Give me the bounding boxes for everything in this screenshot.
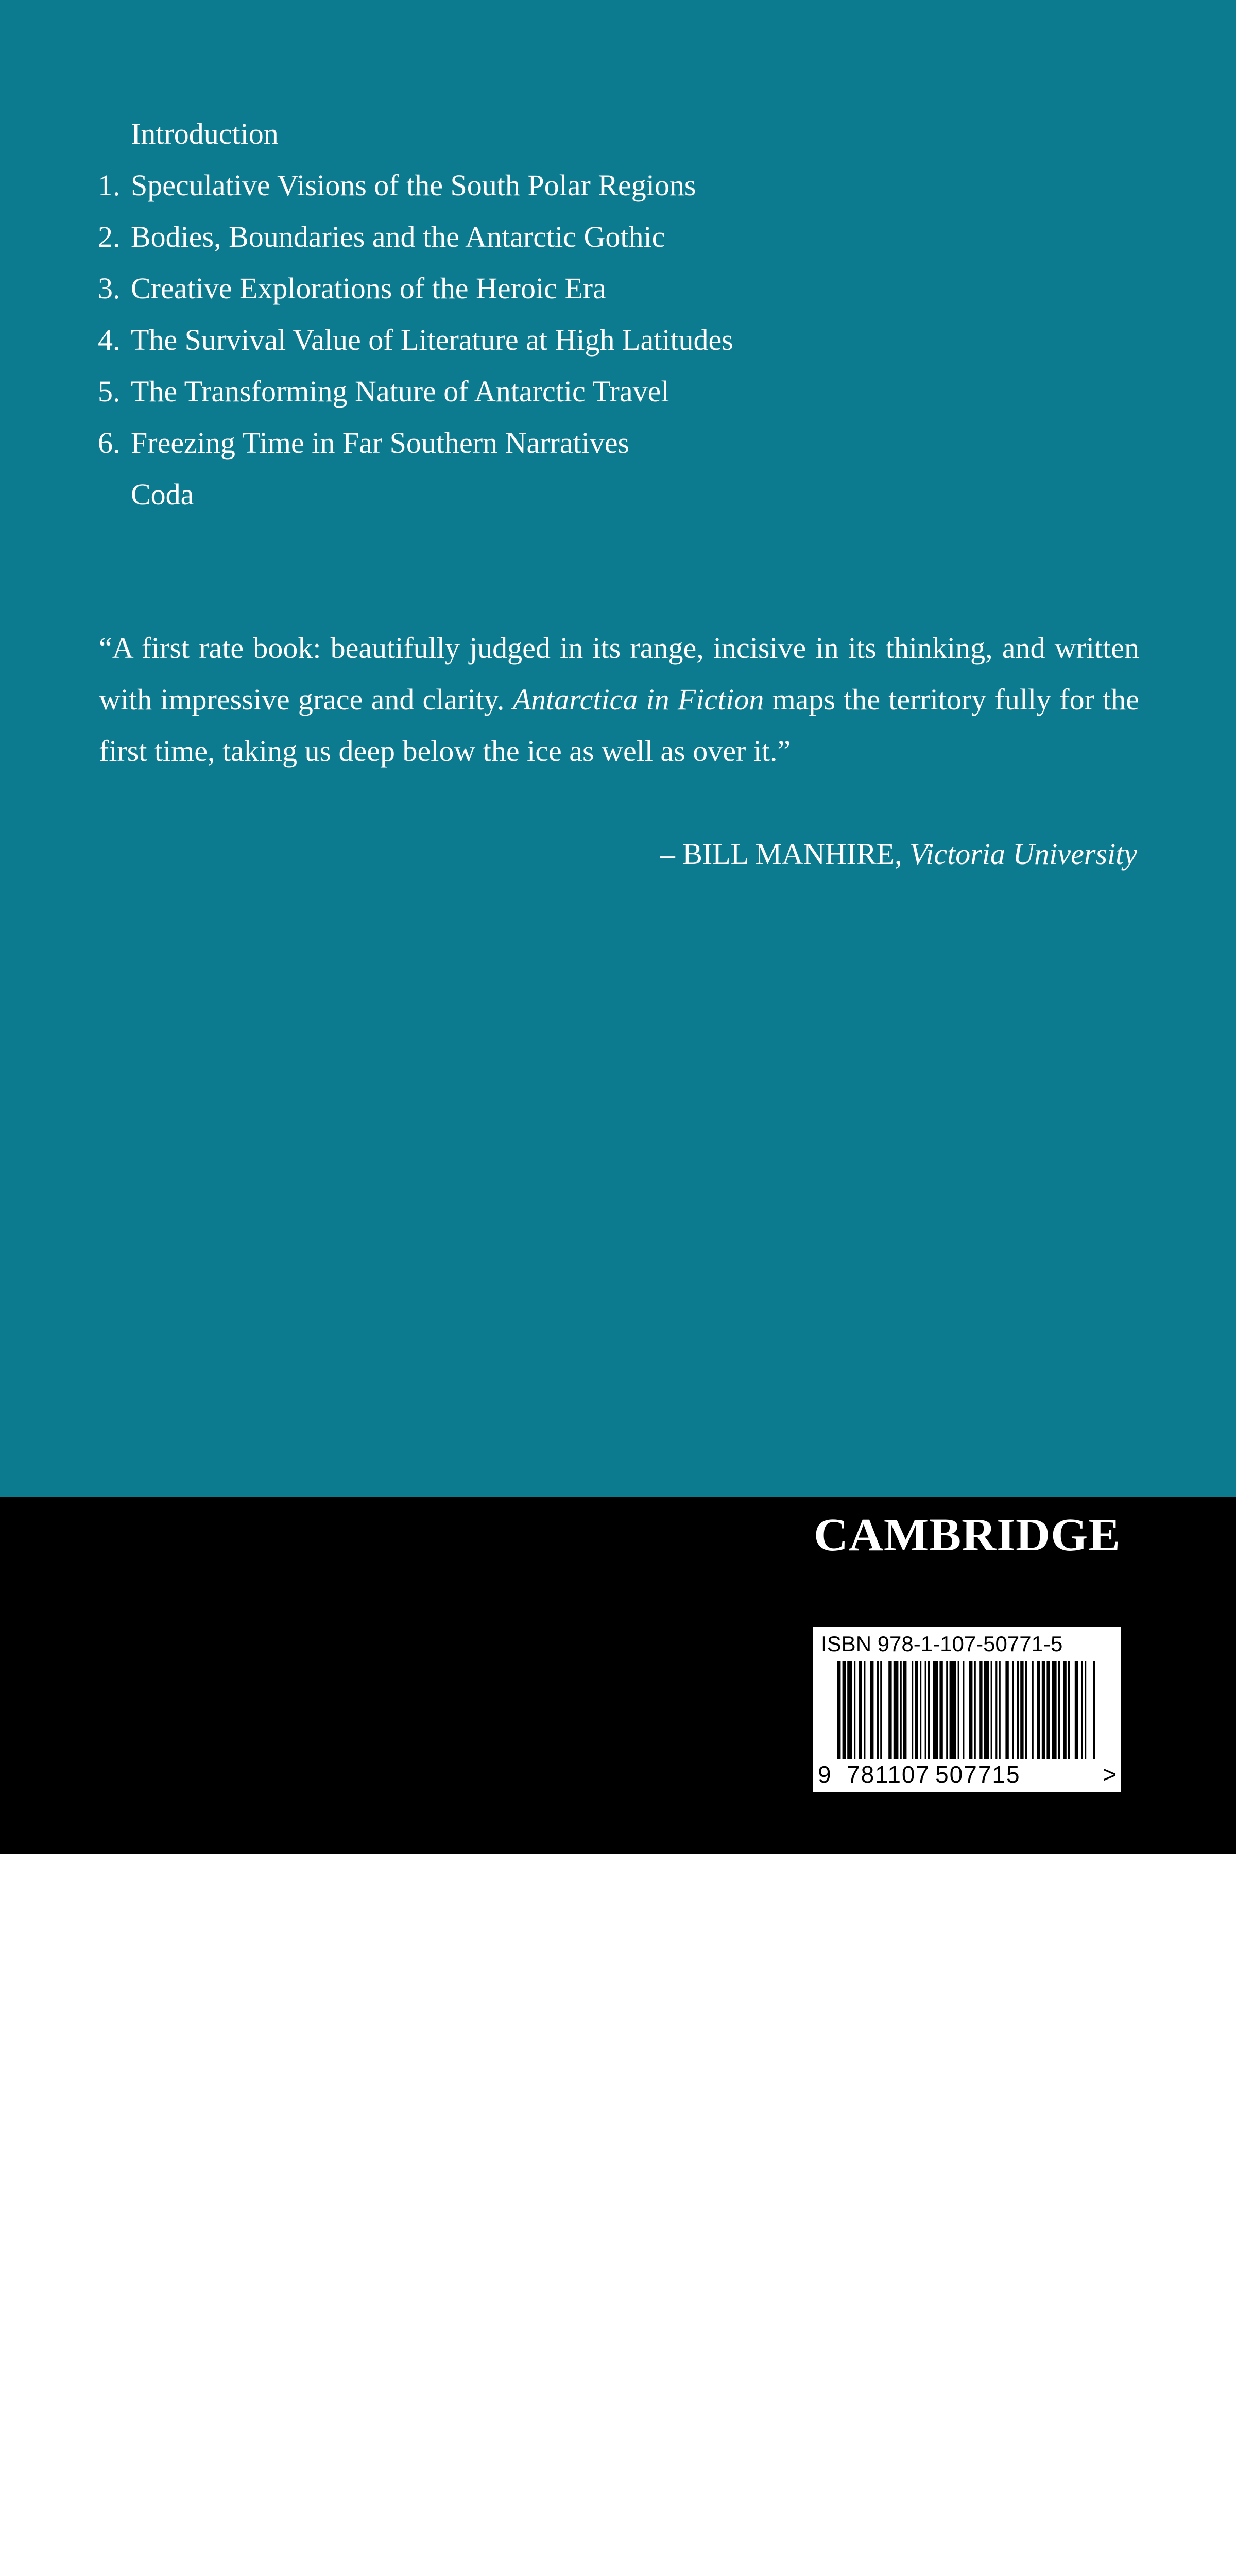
toc-item-title: Creative Explorations of the Heroic Era: [131, 272, 606, 305]
barcode-bar: [1005, 1661, 1008, 1759]
toc-item-number: 4.: [98, 323, 121, 357]
toc-item-introduction: [98, 108, 733, 160]
barcode-digits: [818, 1760, 1117, 1789]
barcode-bar: [925, 1661, 926, 1759]
barcode-bar: [1052, 1661, 1057, 1759]
barcode-bar: [900, 1661, 902, 1759]
barcode-bar: [877, 1661, 879, 1759]
barcode-digit-first: 9: [818, 1761, 831, 1788]
toc-item-number: 2.: [98, 220, 121, 253]
barcode-bar: [854, 1661, 855, 1759]
barcode-bar: [1093, 1661, 1095, 1759]
barcode-bar: [894, 1661, 899, 1759]
barcode-bar: [1037, 1661, 1040, 1759]
barcode-bar: [969, 1661, 972, 1759]
publisher-website: www.cambridge.org: [817, 1591, 1013, 1614]
barcode-bar: [859, 1661, 862, 1759]
barcode-bar: [1075, 1661, 1078, 1759]
toc-item-chapter-1: [98, 160, 733, 211]
isbn-number: ISBN 978-1-107-50771-5: [821, 1632, 1063, 1656]
publisher-logo-wordmark: [814, 1507, 1123, 1558]
quote-book-title: Antarctica in Fiction: [512, 683, 764, 716]
toc-item-number: 6.: [98, 426, 121, 460]
toc-item-chapter-4: [98, 314, 733, 366]
attribution-name: – BILL MANHIRE,: [660, 837, 910, 871]
barcode-bar: [933, 1661, 938, 1759]
toc-item-number: 1.: [98, 168, 121, 202]
barcode-bar: [1046, 1661, 1050, 1759]
barcode-bar: [915, 1661, 918, 1759]
barcode-bar: [1068, 1661, 1070, 1759]
barcode-bar: [1063, 1661, 1066, 1759]
barcode-bar: [837, 1661, 840, 1759]
barcode-bar: [1082, 1661, 1083, 1759]
barcode-bar: [928, 1661, 930, 1759]
barcode-bar: [958, 1661, 959, 1759]
barcode-bar: [847, 1661, 852, 1759]
toc-item-coda: [98, 469, 733, 520]
barcode-bar: [864, 1661, 865, 1759]
barcode-bar: [1025, 1661, 1027, 1759]
toc-item-title: Freezing Time in Far Southern Narratives: [131, 426, 630, 460]
barcode-bar: [903, 1661, 906, 1759]
barcode-bar: [950, 1661, 956, 1759]
toc-item-title: The Survival Value of Literature at High Latitudes: [131, 323, 733, 357]
publisher-logo-text: CAMBRIDGE: [814, 1510, 1121, 1558]
barcode-bar: [920, 1661, 921, 1759]
barcode-bar: [888, 1661, 891, 1759]
table-of-contents: [98, 108, 733, 520]
quote-attribution: [660, 828, 1137, 880]
barcode-bar: [995, 1661, 997, 1759]
toc-item-chapter-5: [98, 366, 733, 417]
publisher-logo-subtitle: UNIVERSITY PRESS: [816, 1556, 1088, 1585]
toc-item-title: The Transforming Nature of Antarctic Travel: [131, 375, 670, 408]
barcode-bar: [939, 1661, 942, 1759]
toc-item-title: Speculative Visions of the South Polar Regions: [131, 168, 696, 202]
barcode-bar: [1017, 1661, 1019, 1759]
toc-item-number: 5.: [98, 375, 121, 408]
barcode-bar: [946, 1661, 948, 1759]
toc-item-title: Bodies, Boundaries and the Antarctic Gothic: [131, 220, 665, 253]
barcode-bar: [984, 1661, 989, 1759]
quote-text-end: maps the territory fully for the first time, taking us deep below the ice as well as over it.”: [99, 683, 1139, 768]
toc-item-chapter-3: [98, 263, 733, 314]
barcode-bar: [991, 1661, 992, 1759]
barcode-bar: [1032, 1661, 1034, 1759]
barcode-end-mark: >: [1103, 1761, 1117, 1788]
barcode-bar: [979, 1661, 982, 1759]
attribution-affiliation: Victoria University: [909, 837, 1137, 871]
barcode-digit-group-right: 507715: [935, 1761, 1021, 1788]
toc-item-chapter-2: [98, 211, 733, 263]
barcode-bar: [870, 1661, 873, 1759]
barcode-bar: [963, 1661, 964, 1759]
toc-item-chapter-6: [98, 417, 733, 469]
quote-text: “A first rate book: beautifully judged in its range, incisive in its thinking, and written with impressive grace and clarity.: [99, 631, 1139, 716]
barcode-bar: [843, 1661, 846, 1759]
barcode-bar: [1085, 1661, 1086, 1759]
barcode-bar: [1020, 1661, 1023, 1759]
toc-item-title: Coda: [131, 478, 194, 511]
toc-item-number: 3.: [98, 272, 121, 305]
isbn-barcode: [813, 1627, 1121, 1792]
barcode-bar: [880, 1661, 882, 1759]
barcode-bar: [974, 1661, 976, 1759]
barcode-bar: [1058, 1661, 1060, 1759]
barcode-bar: [912, 1661, 913, 1759]
toc-item-title: Introduction: [131, 117, 279, 150]
barcode-bar: [999, 1661, 1001, 1759]
barcode-bar: [1042, 1661, 1045, 1759]
barcode-bars: [837, 1661, 1095, 1764]
barcode-bar: [1012, 1661, 1014, 1759]
barcode-digit-group-left: 781107: [847, 1761, 931, 1788]
review-quote: [99, 622, 1139, 777]
